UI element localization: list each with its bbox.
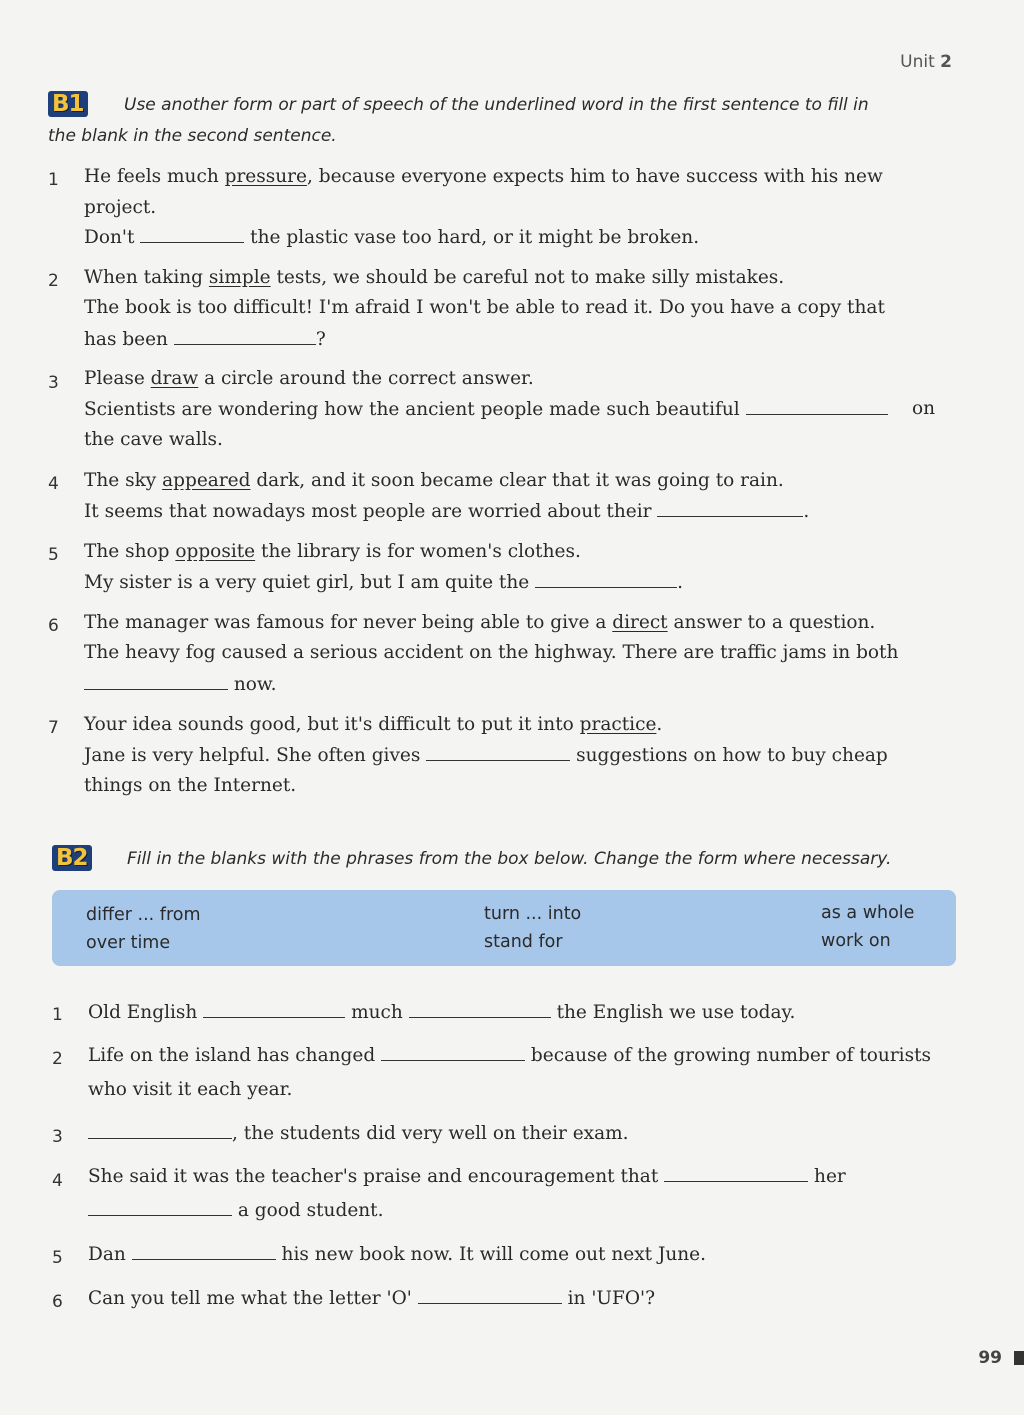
b1-item-3-number: 3 — [48, 373, 59, 393]
b1-item-1-line3: Don't the plastic vase too hard, or it might be broken. — [84, 227, 700, 248]
answer-blank[interactable] — [746, 398, 888, 415]
answer-blank[interactable] — [664, 1165, 808, 1182]
answer-blank[interactable] — [535, 571, 677, 588]
b1-item-3-line1: Please draw a circle around the correct answer. — [84, 368, 534, 389]
b1-item-7-line2: Jane is very helpful. She often gives suggestions on how to buy cheap — [84, 745, 888, 766]
answer-blank[interactable] — [418, 1287, 562, 1304]
b1-item-6-line3: now. — [84, 673, 276, 695]
phrase: over time — [86, 933, 171, 953]
b1-item-4-line2: It seems that nowadays most people are worried about their . — [84, 501, 810, 522]
section-badge-b2: B2 — [52, 845, 92, 871]
b1-item-5-line1: The shop opposite the library is for women's clothes. — [84, 541, 581, 562]
phrase: as a whole — [821, 903, 915, 923]
answer-blank[interactable] — [88, 1122, 232, 1139]
b1-item-1-line1: He feels much pressure, because everyone expects him to have success with his new — [84, 166, 883, 187]
answer-blank[interactable] — [132, 1243, 276, 1260]
b2-instruction: Fill in the blanks with the phrases from the box below. Change the form where necessary. — [127, 849, 892, 869]
phrase-box — [52, 890, 956, 966]
b1-item-6-line2: The heavy fog caused a serious accident on the highway. There are traffic jams in both — [84, 642, 899, 663]
page-number: 99 — [978, 1348, 1002, 1368]
b1-item-5-number: 5 — [48, 545, 59, 565]
b1-instruction-line2: the blank in the second sentence. — [48, 126, 337, 146]
b1-item-6-number: 6 — [48, 616, 59, 636]
b1-item-5-line2: My sister is a very quiet girl, but I am quite the . — [84, 572, 683, 593]
b1-item-3-line2-end: on — [912, 398, 936, 419]
b2-item-2-line2: who visit it each year. — [88, 1079, 293, 1100]
phrase: turn ... into — [484, 904, 582, 924]
b2-item-1-number: 1 — [52, 1005, 63, 1025]
b1-item-4-number: 4 — [48, 474, 59, 494]
b1-item-4-line1: The sky appeared dark, and it soon became clear that it was going to rain. — [84, 470, 784, 491]
b1-item-2-number: 2 — [48, 271, 59, 291]
answer-blank[interactable] — [88, 1199, 232, 1216]
b1-item-1-line2: project. — [84, 197, 157, 218]
answer-blank[interactable] — [657, 500, 803, 517]
b2-item-3-number: 3 — [52, 1127, 63, 1147]
section-badge-b1: B1 — [48, 91, 88, 117]
answer-blank[interactable] — [140, 226, 244, 243]
b2-item-4-number: 4 — [52, 1171, 63, 1191]
page-marker — [1014, 1351, 1024, 1365]
answer-blank[interactable] — [84, 673, 228, 690]
b2-item-5-number: 5 — [52, 1248, 63, 1268]
b1-item-7-line1: Your idea sounds good, but it's difficult to put it into practice. — [84, 714, 663, 735]
b1-item-2-line1: When taking simple tests, we should be careful not to make silly mistakes. — [84, 267, 785, 288]
b1-item-3-line2: Scientists are wondering how the ancient people made such beautiful — [84, 398, 888, 420]
b1-instruction-line1: Use another form or part of speech of the underlined word in the first sentence to fill in — [124, 95, 869, 115]
b2-item-4-line2: a good student. — [88, 1199, 384, 1221]
b1-item-2-line2: The book is too difficult! I'm afraid I won't be able to read it. Do you have a copy that — [84, 297, 885, 318]
b2-item-4-line1: She said it was the teacher's praise and encouragement that her — [88, 1166, 846, 1187]
phrase: work on — [821, 931, 891, 951]
answer-blank[interactable] — [409, 1001, 551, 1018]
b1-item-1-number: 1 — [48, 170, 59, 190]
unit-label: Unit 2 — [900, 52, 952, 72]
b2-item-6-line: Can you tell me what the letter 'O' in 'UFO'? — [88, 1288, 656, 1309]
b2-item-6-number: 6 — [52, 1292, 63, 1312]
b1-item-7-number: 7 — [48, 718, 59, 738]
answer-blank[interactable] — [426, 744, 570, 761]
answer-blank[interactable] — [203, 1001, 345, 1018]
b2-item-2-line1: Life on the island has changed because of the growing number of tourists — [88, 1045, 932, 1066]
answer-blank[interactable] — [174, 328, 316, 345]
b1-item-2-line3: has been ? — [84, 329, 326, 350]
answer-blank[interactable] — [381, 1044, 525, 1061]
b1-item-6-line1: The manager was famous for never being able to give a direct answer to a question. — [84, 612, 876, 633]
phrase: stand for — [484, 932, 563, 952]
phrase: differ ... from — [86, 905, 201, 925]
b2-item-2-number: 2 — [52, 1049, 63, 1069]
b1-item-3-line3: the cave walls. — [84, 429, 223, 450]
b2-item-5-line: Dan his new book now. It will come out next June. — [88, 1244, 707, 1265]
b1-item-7-line3: things on the Internet. — [84, 775, 297, 796]
b2-item-1-line: Old English much the English we use today. — [88, 1002, 796, 1023]
b2-item-3-line: , the students did very well on their exam. — [88, 1122, 629, 1144]
